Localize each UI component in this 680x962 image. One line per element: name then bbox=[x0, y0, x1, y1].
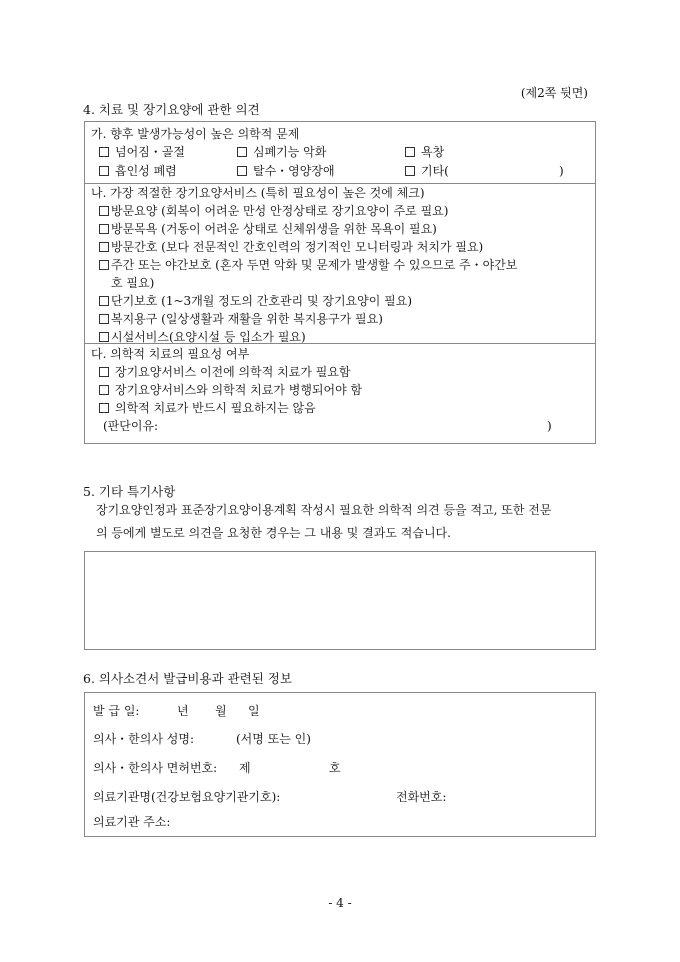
reason-close-paren: ) bbox=[547, 419, 552, 433]
section5-line2: 의 등에게 별도로 의견을 요청한 경우는 그 내용 및 결과도 적습니다. bbox=[96, 526, 451, 540]
option-other[interactable]: 기타( bbox=[405, 162, 449, 180]
issue-info-box bbox=[84, 692, 596, 837]
checkbox[interactable] bbox=[405, 147, 415, 157]
service-facility[interactable]: 시설서비스(요양시설 등 입소가 필요) bbox=[99, 328, 306, 346]
day-label: 일 bbox=[248, 704, 260, 718]
na-title: 나. 가장 적절한 장기요양서비스 (특히 필요성이 높은 것에 체크) bbox=[91, 186, 425, 200]
checkbox[interactable] bbox=[99, 242, 109, 252]
da-title: 다. 의학적 치료의 필요성 여부 bbox=[91, 347, 250, 361]
treatment-not-needed[interactable]: 의학적 치료가 반드시 필요하지는 않음 bbox=[99, 399, 316, 417]
year-label: 년 bbox=[177, 704, 189, 718]
checkbox[interactable] bbox=[237, 166, 247, 176]
checkbox[interactable] bbox=[237, 147, 247, 157]
checkbox[interactable] bbox=[99, 206, 109, 216]
service-home-care[interactable]: 방문요양 (회복이 어려운 만성 안정상태로 장기요양이 주로 필요) bbox=[99, 202, 448, 220]
service-welfare-equipment[interactable]: 복지용구 (일상생활과 재활을 위한 복지용구가 필요) bbox=[99, 310, 383, 328]
option-dehydration[interactable]: 탈수・영양장애 bbox=[237, 162, 335, 180]
option-fall[interactable]: 넘어짐・골절 bbox=[99, 143, 185, 161]
checkbox[interactable] bbox=[99, 367, 109, 377]
checkbox[interactable] bbox=[99, 260, 109, 270]
checkbox[interactable] bbox=[99, 385, 109, 395]
option-pneumonia[interactable]: 흡인성 폐렴 bbox=[99, 162, 177, 180]
treatment-parallel[interactable]: 장기요양서비스와 의학적 치료가 병행되어야 함 bbox=[99, 381, 362, 399]
ga-title: 가. 향후 발생가능성이 높은 의학적 문제 bbox=[91, 127, 300, 141]
option-cardio[interactable]: 심폐기능 악화 bbox=[237, 143, 326, 161]
checkbox[interactable] bbox=[99, 314, 109, 324]
phone-label: 전화번호: bbox=[396, 790, 447, 804]
address-label: 의료기관 주소: bbox=[93, 815, 171, 829]
section5-line1: 장기요양인정과 표준장기요양이용계획 작성시 필요한 의학적 의견 등을 적고, 또한 전문 bbox=[96, 503, 552, 517]
section4-title: 4. 치료 및 장기요양에 관한 의견 bbox=[83, 102, 260, 117]
section4-box bbox=[84, 121, 596, 444]
checkbox[interactable] bbox=[99, 147, 109, 157]
remarks-textarea[interactable] bbox=[84, 551, 596, 650]
checkbox[interactable] bbox=[99, 403, 109, 413]
service-bathing[interactable]: 방문목욕 (거동이 어려운 상태로 신체위생을 위한 목욕이 필요) bbox=[99, 220, 437, 238]
month-label: 월 bbox=[215, 704, 227, 718]
signature-note: (서명 또는 인) bbox=[236, 732, 311, 746]
treatment-before[interactable]: 장기요양서비스 이전에 의학적 치료가 필요함 bbox=[99, 363, 351, 381]
institution-label: 의료기관명(건강보험요양기관기호): bbox=[93, 790, 281, 804]
other-close-paren: ) bbox=[559, 164, 564, 178]
option-bedsore[interactable]: 욕창 bbox=[405, 143, 444, 161]
license-prefix: 제 bbox=[239, 761, 251, 775]
service-day-night-cont: 호 필요) bbox=[111, 276, 155, 290]
section6-title: 6. 의사소견서 발급비용과 관련된 정보 bbox=[83, 671, 292, 686]
section5-title: 5. 기타 특기사항 bbox=[83, 484, 176, 499]
service-day-night-care[interactable]: 주간 또는 야간보호 (혼자 두면 악화 및 문제가 발생할 수 있으므로 주・야간보 bbox=[99, 256, 517, 274]
checkbox[interactable] bbox=[99, 332, 109, 342]
page-number: - 4 - bbox=[328, 896, 352, 910]
divider bbox=[85, 343, 595, 344]
license-suffix: 호 bbox=[329, 761, 341, 775]
checkbox[interactable] bbox=[99, 224, 109, 234]
license-number-label: 의사・한의사 면허번호: bbox=[93, 761, 218, 775]
issue-date-label: 발 급 일: bbox=[93, 704, 140, 718]
doctor-name-label: 의사・한의사 성명: bbox=[93, 732, 195, 746]
checkbox[interactable] bbox=[99, 166, 109, 176]
checkbox[interactable] bbox=[405, 166, 415, 176]
service-short-term[interactable]: 단기보호 (1~3개월 정도의 간호관리 및 장기요양이 필요) bbox=[99, 292, 412, 310]
checkbox[interactable] bbox=[99, 296, 109, 306]
page-header: (제2쪽 뒷면) bbox=[520, 86, 588, 100]
service-nursing[interactable]: 방문간호 (보다 전문적인 간호인력의 정기적인 모니터링과 처치가 필요) bbox=[99, 238, 483, 256]
reason-label: (판단이유: bbox=[103, 419, 159, 433]
